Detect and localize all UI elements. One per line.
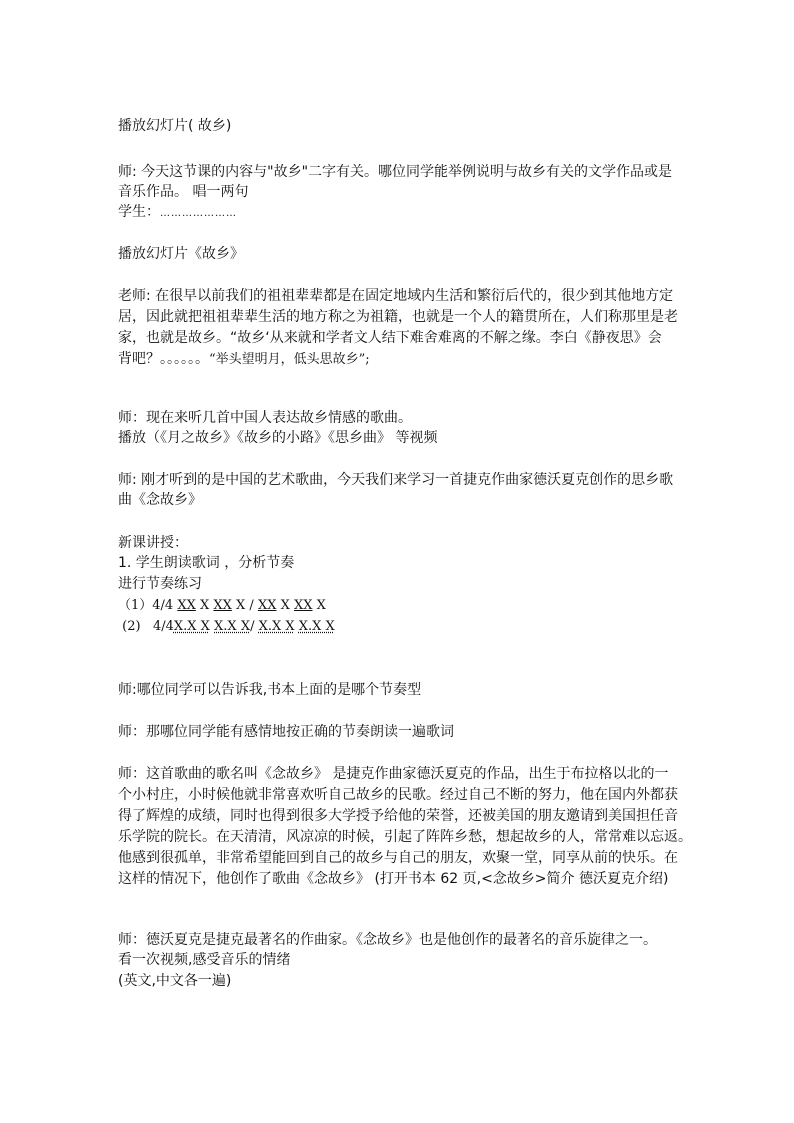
section-heading: 新课讲授： (118, 535, 188, 551)
instruction-line: 看一次视频,感受音乐的情绪 (118, 952, 291, 968)
instruction-line: (英文,中文各一遍) (118, 973, 232, 989)
student-label: 学生： (118, 204, 160, 220)
play-videos-line: 播放（《月之故乡》《故乡的小路》《思乡曲》 等视频 (118, 430, 438, 446)
rhythm-note: X.X X (298, 619, 335, 634)
rhythm-note: XX (257, 598, 277, 613)
step-line: 进行节奏练习 (118, 576, 202, 592)
teacher-paragraph-line (118, 349, 370, 370)
rhythm-exercise-2 (118, 617, 335, 637)
teacher-paragraph-line: 这样的情况下，他创作了歌曲《念故乡》 (打开书本 62 页,<念故乡>简介 德沃夏克介绍) (118, 871, 669, 887)
teacher-line: 师: 刚才听到的是中国的艺术歌曲，今天我们来学习一首捷克作曲家德沃夏克创作的思乡歌 (118, 472, 674, 488)
teacher-paragraph-line: 家，也就是故乡。“故乡‘从来就和学者文人结下难舍难离的不解之缘。李白《静夜思》会 (118, 330, 662, 346)
teacher-line: 曲《念故乡》 (118, 492, 202, 508)
rhythm-note: X (276, 598, 294, 613)
teacher-paragraph-line: 师：这首歌曲的歌名叫《念故乡》 是捷克作曲家德沃夏克的作品，出生于布拉格以北的一 (118, 766, 669, 782)
rhythm-note: X (312, 598, 326, 613)
slide-instruction-2: 播放幻灯片《故乡》 (118, 246, 244, 262)
teacher-line: 音乐作品。 唱一两句 (118, 184, 249, 200)
teacher-question: 师：那哪位同学能有感情地按正确的节奏朗读一遍歌词 (118, 724, 454, 740)
slide-instruction-1: 播放幻灯片( 故乡) (118, 118, 232, 134)
teacher-paragraph-line: 居，因此就把祖祖辈辈生活的地方称之为祖籍，也就是一个人的籍贯所在，人们称那里是老 (118, 309, 678, 325)
rhythm-prefix: (2) 4/4 (118, 619, 174, 634)
poem-prompt: 背吧？。。。。。。 (118, 351, 209, 367)
teacher-line: 师：现在来听几首中国人表达故乡情感的歌曲。 (118, 410, 412, 426)
rhythm-note: X.X X (214, 619, 251, 634)
rhythm-exercise-1 (118, 596, 326, 616)
student-line (118, 202, 237, 224)
teacher-paragraph-line: 他感到很孤单，非常希望能回到自己的故乡与自己的朋友，欢聚一堂，同享从前的快乐。在 (118, 850, 678, 866)
poem-quote: “举头望明月，低头思故乡”; (209, 352, 370, 367)
rhythm-note: XX (177, 598, 196, 613)
teacher-paragraph-line: 老师: 在很早以前我们的祖祖辈辈都是在固定地域内生活和繁衍后代的，很少到其他地方定 (118, 288, 674, 304)
rhythm-note: X.X X (258, 619, 295, 634)
teacher-paragraph-line: 个小村庄，小时候他就非常喜欢听自己故乡的民歌。经过自己不断的努力，他在国内外都获 (118, 787, 678, 803)
rhythm-note: XX (213, 598, 232, 613)
rhythm-note: XX (293, 598, 313, 613)
rhythm-note: / (250, 619, 259, 634)
teacher-line: 师: 今天这节课的内容与"故乡"二字有关。哪位同学能举例说明与故乡有关的文学作品或是 (118, 164, 673, 180)
teacher-line: 师：德沃夏克是捷克最著名的作曲家。《念故乡》也是他创作的最著名的音乐旋律之一。 (118, 932, 657, 948)
rhythm-note: X (195, 598, 214, 613)
step-line: 1. 学生朗读歌词 ，分析节奏 (118, 555, 295, 571)
teacher-paragraph-line: 得了辉煌的成绩，同时也得到很多大学授予给他的荣誉，还被美国的朋友邀请到美国担任音 (118, 808, 678, 824)
teacher-paragraph-line: 乐学院的院长。在天清清，风凉凉的时候，引起了阵阵乡愁，想起故乡的人，常常难以忘返。 (118, 829, 692, 845)
rhythm-prefix: （1）4/4 (118, 598, 178, 613)
rhythm-note: X.X X (173, 619, 210, 634)
teacher-question: 师:哪位同学可以告诉我,书本上面的是哪个节奏型 (118, 682, 422, 698)
student-dots: ………………… (160, 208, 237, 219)
rhythm-note: X / (231, 598, 258, 613)
